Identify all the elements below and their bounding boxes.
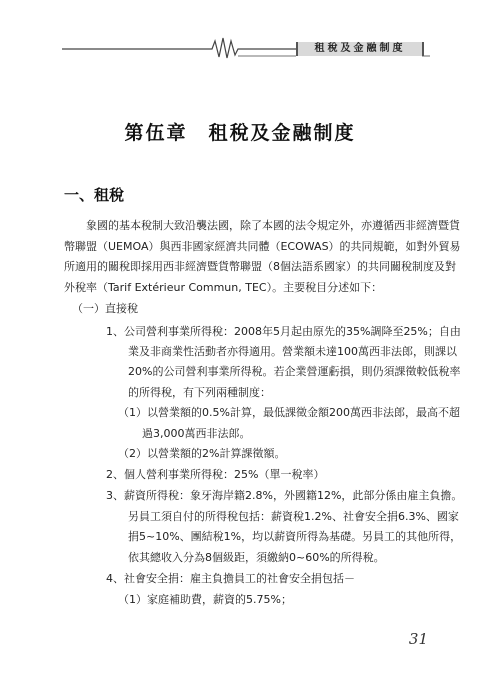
intro-paragraph xyxy=(64,216,461,298)
list-item-3-line: 另員工須自付的所得稅包括：薪資稅1.2%、社會安全捐6.3%、國家 xyxy=(128,510,459,523)
intro-line: 所適用的關稅即採用西非經濟暨貨幣聯盟（8個法語系國家）的共同關稅制度及對 xyxy=(64,260,456,273)
list-item-1-line: 業及非商業性活動者亦得適用。營業額未達100萬西非法郎，則課以 xyxy=(128,345,457,358)
intro-line: 象國的基本稅制大致沿襲法國，除了本國的法令規定外，亦遵循西非經濟暨貨 xyxy=(86,219,460,232)
page-number: 31 xyxy=(408,630,428,648)
intro-line: 外稅率（Tarif Extérieur Commun, TEC）。主要稅目分述如下： xyxy=(64,280,383,294)
header-title: 租稅及金融制度 xyxy=(314,43,406,54)
intro-line: 幣聯盟（UEMOA）與西非國家經濟共同體（ECOWAS）的共同規範，如對外貿易 xyxy=(64,239,461,253)
list-item-3-line: 捐5~10%、團結稅1%，均以薪資所得為基礎。另員工的其他所得， xyxy=(128,530,462,543)
list-item-1-line: 的所得稅，有下列兩種制度： xyxy=(128,386,271,399)
header-ornament xyxy=(0,0,480,70)
list-item-3: 3、薪資所得稅：象牙海岸籍2.8%，外國籍12%，此部分係由雇主負擔。 xyxy=(106,489,463,502)
sub-item-1-2: （2）以營業額的2%計算課徵額。 xyxy=(118,447,286,460)
subsection-heading: （一）直接稅 xyxy=(72,302,138,315)
list-item-1: 1、公司營利事業所得稅：2008年5月起由原先的35%調降至25%；自由 xyxy=(106,325,461,338)
running-header xyxy=(0,0,480,70)
chapter-title: 第伍章 租稅及金融制度 xyxy=(124,122,356,144)
list-item-4: 4、社會安全捐：雇主負擔員工的社會安全捐包括－ xyxy=(106,572,355,585)
sub-item-1-1-line: 過3,000萬西非法郎。 xyxy=(142,427,251,440)
list-item-1-line: 20%的公司營利事業所得稅。若企業營運虧損，則仍須課徵較低稅率 xyxy=(128,365,461,378)
list-item-2: 2、個人營利事業所得稅：25%（單一稅率） xyxy=(106,468,325,481)
section-title: 一、租稅 xyxy=(64,186,125,204)
sub-item-1-1: （1）以營業額的0.5%計算，最低課徵金額200萬西非法郎，最高不超 xyxy=(118,406,460,419)
list-item-3-line: 依其總收入分為8個級距，須繳納0~60%的所得稅。 xyxy=(128,551,385,564)
sub-item-4-1: （1）家庭補助費，薪資的5.75%； xyxy=(118,593,292,606)
